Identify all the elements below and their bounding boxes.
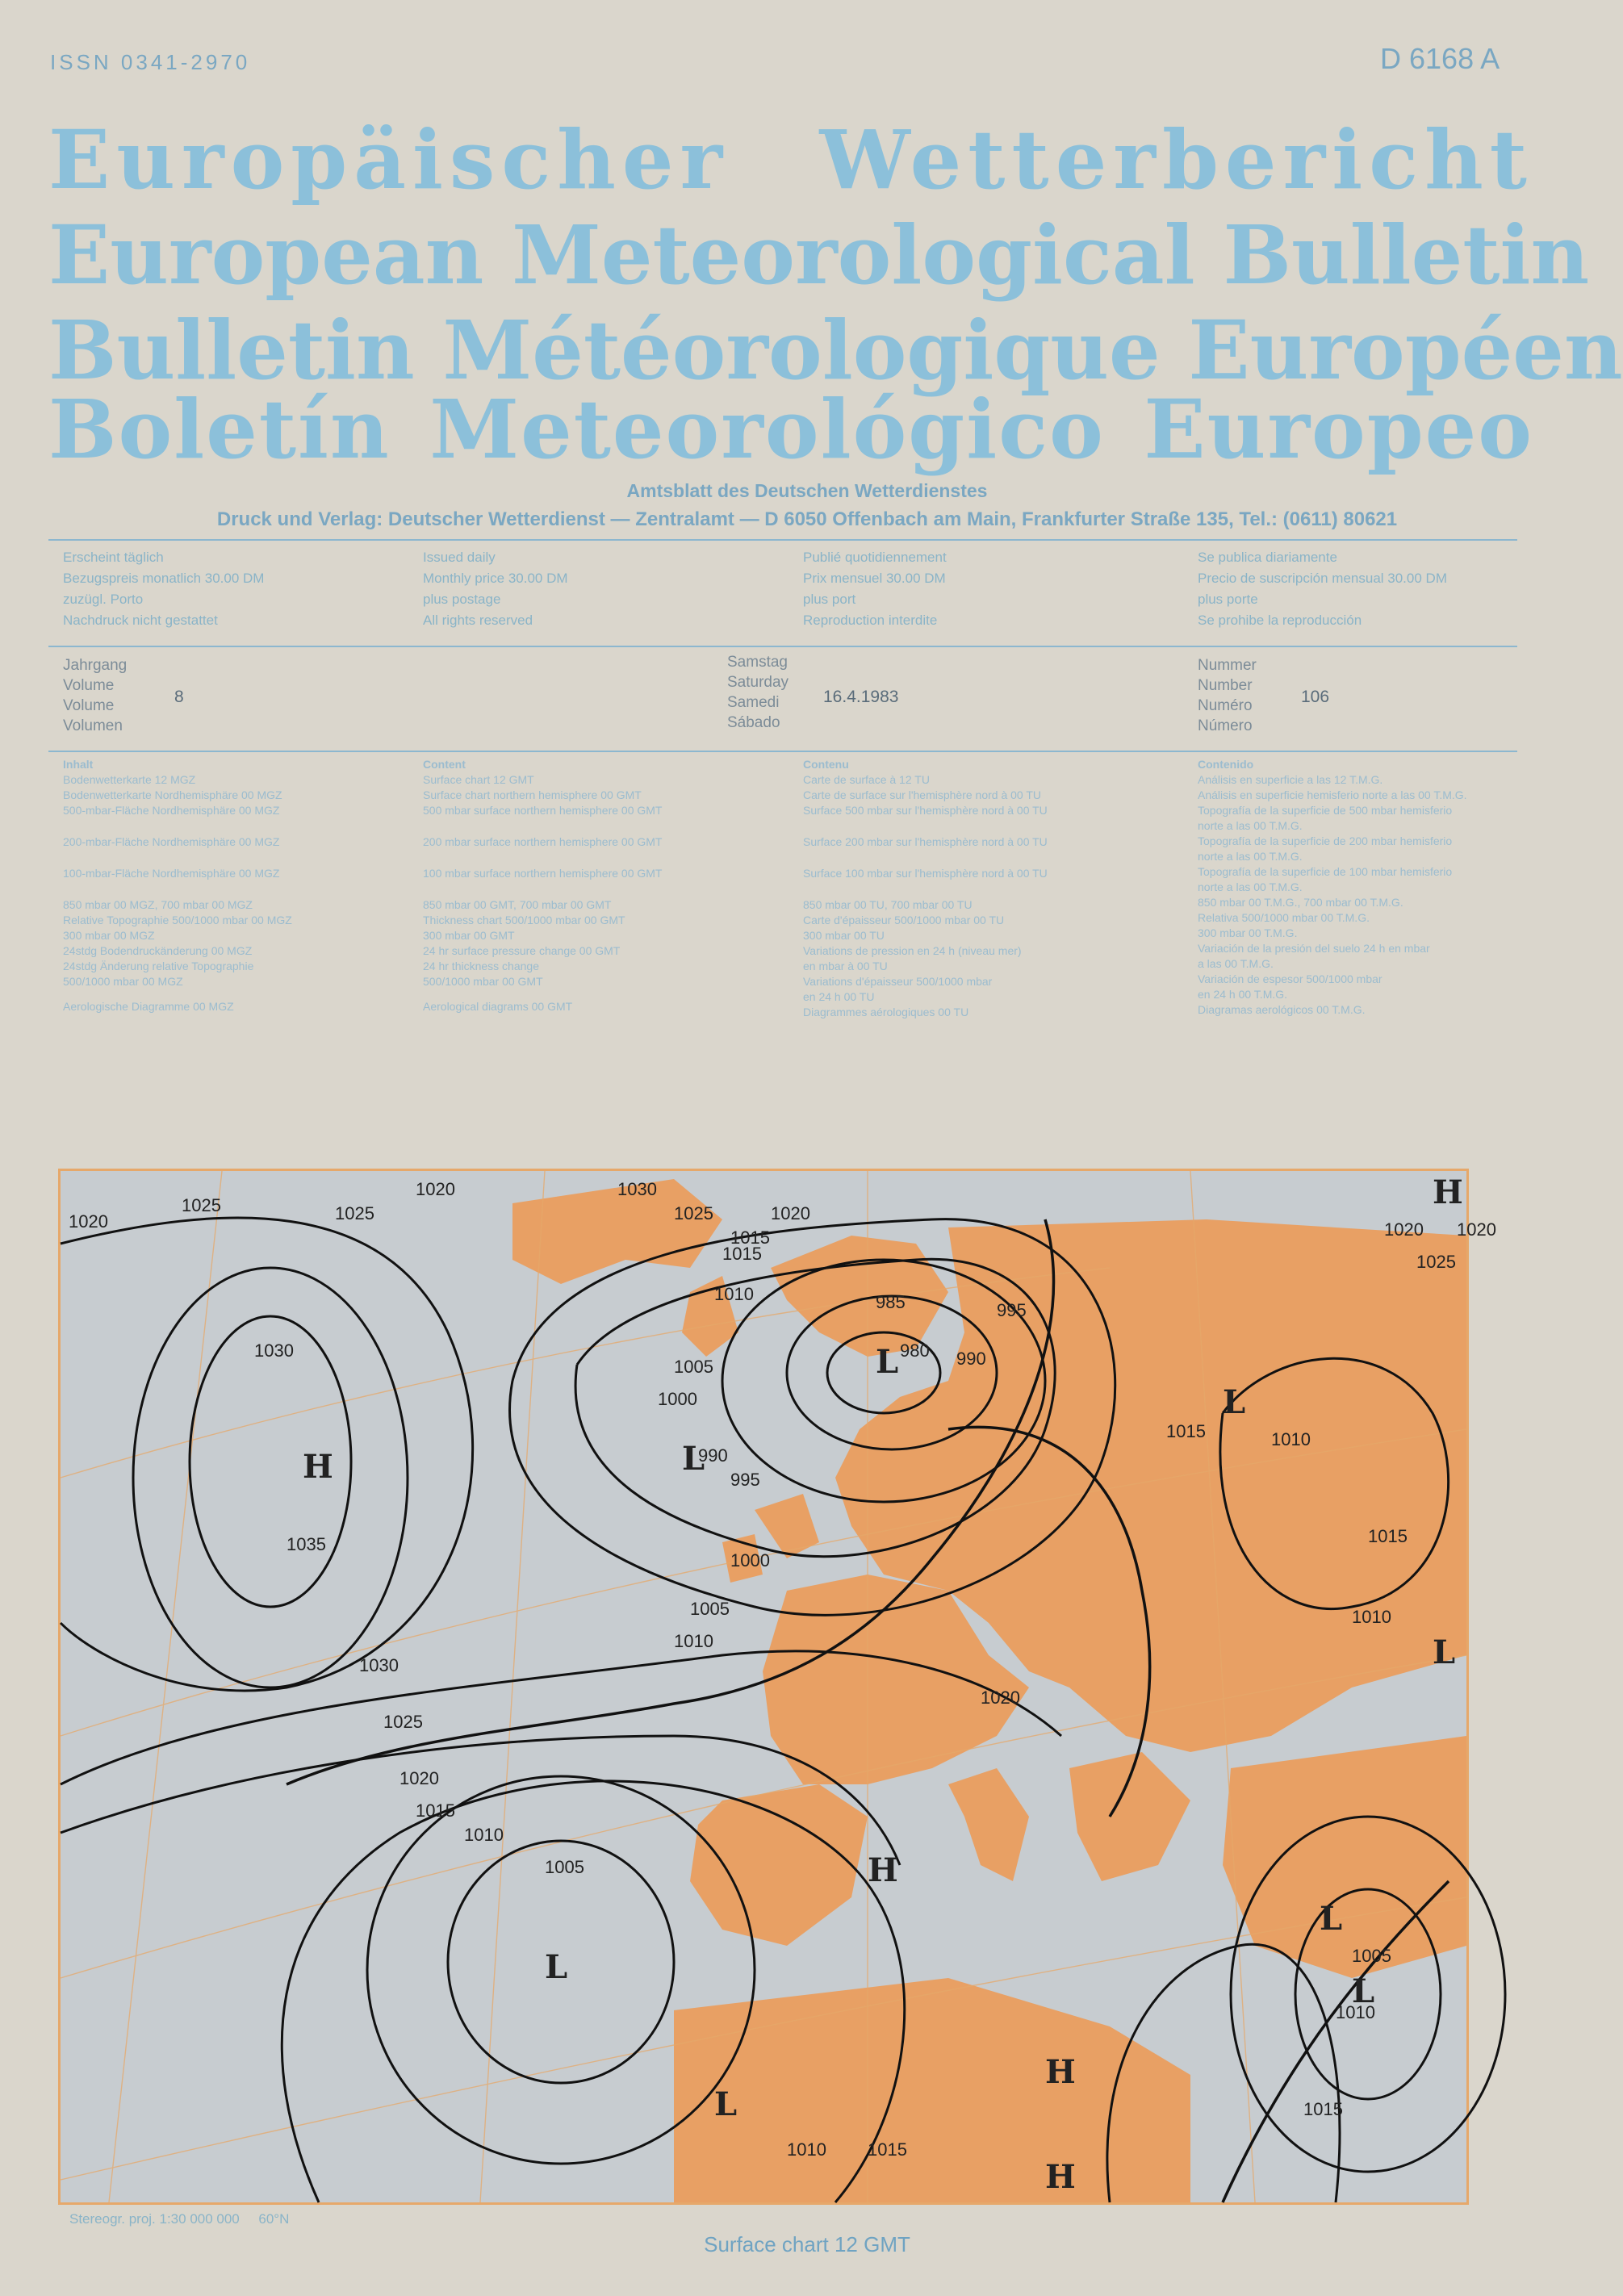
divider [48,751,1517,752]
isobar-label: 1025 [674,1203,713,1223]
low-pressure-center: L [876,1343,899,1381]
high-pressure-center: H [1045,2053,1076,2091]
isobar-label: 1025 [1416,1252,1456,1272]
isobar-label: 1015 [722,1244,762,1264]
isobar-label: 1015 [1368,1526,1408,1546]
volume-value: 8 [174,688,184,706]
pub-info-english: Issued daily Monthly price 30.00 DM plus postage All rights reserved [423,550,568,628]
isobar-label: 1035 [287,1534,326,1554]
isobar-label: 1000 [658,1389,697,1409]
contents-spanish: Contenido Análisis en superficie a las 12 T.M.G. Análisis en superficie hemisferio norte a las 00 T.M.G. Topografía de la superficie de 500 mbar hemisferio norte a las 00 T.M.G. Topografía de la superficie de 200 mbar hemisferio norte a las 00 T.M.G. Topografía de la superficie de 100 mbar hemisferio norte a las 00 T.M.G. 850 mbar 00 T.M.G., 700 mbar 00 T.M.G. Relativa 500/1000 mbar 00 T.M.G. 300 mbar 00 T.M.G. Variación de la presión del suelo 24 h en mbar a las 00 T.M.G. Variación de espesor 500/1000 mbar en 24 h 00 T.M.G. Diagramas aerológicos 00 T.M.G. [1198,758,1467,1016]
map-projection-note: Stereogr. proj. 1:30 000 000 60°N [69,2211,290,2227]
isobar-label: 1010 [787,2139,826,2160]
isobar-label: 1000 [730,1550,770,1570]
isobar-label: 1010 [464,1825,504,1845]
low-pressure-center: L [682,1440,705,1478]
isobar-label: 985 [876,1292,906,1312]
low-pressure-center: L [1352,1972,1375,2010]
high-pressure-center: H [303,1448,333,1486]
isobar-label: 1030 [254,1340,294,1361]
low-pressure-center: L [714,2085,738,2123]
isobar-label: 1010 [674,1631,713,1651]
divider [48,539,1517,541]
isobar-label: 1010 [1271,1429,1311,1449]
isobar-label: 995 [997,1300,1027,1320]
isobar-label: 1015 [1166,1421,1206,1441]
low-pressure-center: L [1223,1383,1246,1421]
isobar-label: 1020 [771,1203,810,1223]
high-pressure-center: H [1045,2158,1076,2196]
isobar-label: 1005 [674,1357,713,1377]
isobar-label: 1010 [714,1284,754,1304]
isobar-label: 1005 [1352,1946,1391,1966]
low-pressure-center: L [1433,1633,1456,1671]
divider [48,646,1517,647]
issue-number: 106 [1301,688,1330,706]
isobar-label: 1005 [690,1599,730,1619]
publisher-line: Druck und Verlag: Deutscher Wetterdienst — Zentralamt — D 6050 Offenbach am Main, Frankfurter Straße 135, Tel.: (0611) 80621 [216,508,1398,530]
number-labels: Nummer Number Numéro Número [1198,657,1257,734]
title-german: Europäischer Wetterbericht [48,112,1533,207]
isobar-label: 1020 [399,1768,439,1788]
isobar-label: 1025 [182,1195,221,1215]
isobar-label: 1025 [383,1712,423,1732]
pub-info-french: Publié quotidiennement Prix mensuel 30.00 DM plus port Reproduction interdite [803,550,947,628]
isobar-label: 990 [698,1445,728,1466]
official-gazette-subtitle: Amtsblatt des Deutschen Wetterdienstes [626,480,988,501]
isobar-label: 1030 [617,1179,657,1199]
isobar-label: 1020 [1384,1219,1424,1240]
contents-german: Inhalt Bodenwetterkarte 12 MGZ Bodenwetterkarte Nordhemisphäre 00 MGZ 500-mbar-Fläche Nordhemisphäre 00 MGZ 200-mbar-Fläche Nordhemisphäre 00 MGZ 100-mbar-Fläche Nordhemisphäre 00 MGZ 850 mbar 00 MGZ, 700 mbar 00 MGZ Relative Topographie 500/1000 mbar 00 MGZ 300 mbar 00 MGZ 24stdg Bodendruckänderung 00 MGZ 24stdg Änderung relative Topographie 500/1000 mbar 00 MGZ Aerologische Diagramme 00 MGZ [63,758,292,1013]
chart-caption: Surface chart 12 GMT [704,2232,910,2256]
isobar-label: 1005 [545,1857,584,1877]
surface-chart-map [58,1169,1496,2205]
isobar-label: 1010 [1336,2002,1375,2022]
pub-info-spanish: Se publica diariamente Precio de suscripción mensual 30.00 DM plus porte Se prohibe la reproducción [1198,550,1447,628]
contents-english: Content Surface chart 12 GMT Surface chart northern hemisphere 00 GMT 500 mbar surface northern hemisphere 00 GMT 200 mbar surface northern hemisphere 00 GMT 100 mbar surface northern hemisphere 00 GMT 850 mbar 00 GMT, 700 mbar 00 GMT Thickness chart 500/1000 mbar 00 GMT 300 mbar 00 GMT 24 hr surface pressure change 00 GMT 24 hr thickness change 500/1000 mbar 00 GMT Aerological diagrams 00 GMT [423,758,663,1013]
document-id: D 6168 A [1380,42,1500,75]
pub-info-german: Erscheint täglich Bezugspreis monatlich 30.00 DM zuzügl. Porto Nachdruck nicht gestattet [63,550,265,628]
isobar-label: 1020 [981,1687,1020,1708]
low-pressure-center: L [1320,1900,1343,1938]
title-english: European Meteorological Bulletin [48,207,1590,303]
low-pressure-center: L [545,1948,568,1986]
isobar-label: 1020 [1457,1219,1496,1240]
isobar-label: 1015 [1303,2099,1343,2119]
isobar-label: 1010 [1352,1607,1391,1627]
issn-number: ISSN 0341-2970 [50,50,251,74]
isobar-label: 1015 [868,2139,907,2160]
weather-map-graphic [61,1171,1496,2202]
title-spanish: Boletín Meteorológico Europeo [48,382,1533,477]
weekday-labels: Samstag Saturday Samedi Sábado [727,654,789,731]
high-pressure-center: H [1433,1173,1463,1211]
isobar-label: 1020 [69,1211,108,1232]
isobar-label: 995 [730,1470,760,1490]
contents-french: Contenu Carte de surface à 12 TU Carte de surface sur l'hemisphère nord à 00 TU Surface 500 mbar sur l'hemisphère nord à 00 TU Surface 200 mbar sur l'hemisphère nord à 00 TU Surface 100 mbar sur l'hemisphère nord à 00 TU 850 mbar 00 TU, 700 mbar 00 TU Carte d'épaisseur 500/1000 mbar 00 TU 300 mbar 00 TU Variations de pression en 24 h (niveau mer) en mbar à 00 TU Variations d'épaisseur 500/1000 mbar en 24 h 00 TU Diagrammes aérologiques 00 TU [803,758,1048,1018]
issue-date: 16.4.1983 [823,688,899,706]
isobar-label: 1030 [359,1655,399,1675]
isobar-label: 1015 [416,1800,455,1821]
high-pressure-center: H [868,1851,898,1889]
volume-labels: Jahrgang Volume Volume Volumen [63,657,128,734]
isobar-label: 1020 [416,1179,455,1199]
isobar-label: 990 [956,1349,986,1369]
isobar-label: 1015 [730,1227,770,1248]
isobar-label: 1025 [335,1203,374,1223]
title-french: Bulletin Météorologique Européen [48,303,1623,398]
isobar-label: 980 [900,1340,930,1361]
